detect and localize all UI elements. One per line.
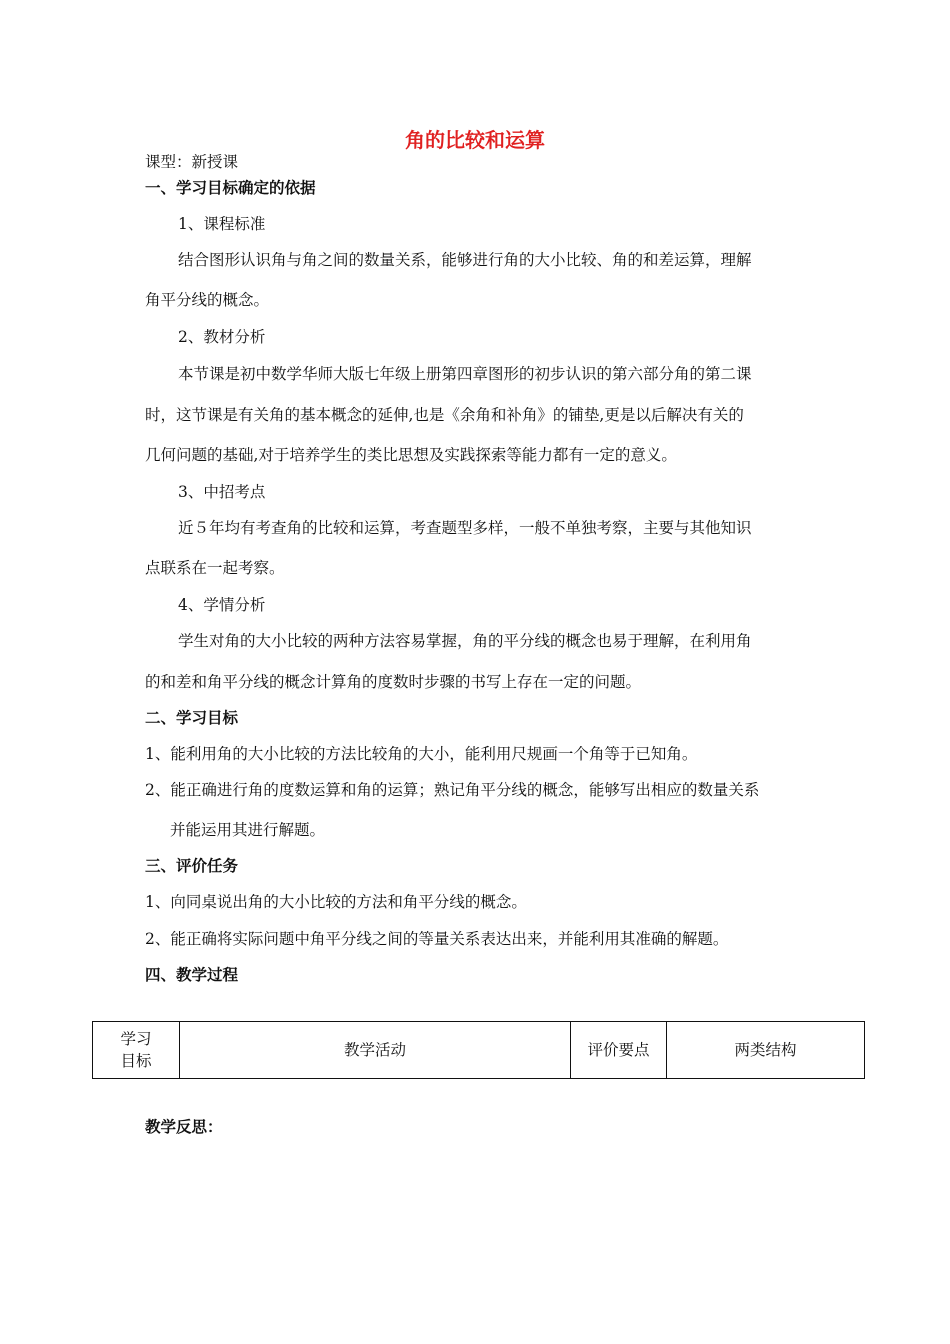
list-item: 2、能正确进行角的度数运算和角的运算；熟记角平分线的概念，能够写出相应的数量关系 bbox=[145, 781, 760, 799]
paragraph-line: 本节课是初中数学华师大版七年级上册第四章图形的初步认识的第六部分角的第二课 bbox=[178, 365, 752, 383]
section-heading-basis: 一、学习目标确定的依据 bbox=[145, 179, 316, 197]
list-item-continued: 并能运用其进行解题。 bbox=[170, 821, 326, 839]
sub-heading-students: 4、学情分析 bbox=[178, 596, 266, 614]
paragraph-line: 角平分线的概念。 bbox=[145, 291, 270, 309]
course-type: 课型：新授课 bbox=[145, 153, 239, 171]
paragraph-line: 的和差和角平分线的概念计算角的度数时步骤的书写上存在一定的问题。 bbox=[145, 673, 642, 691]
paragraph-line: 结合图形认识角与角之间的数量关系，能够进行角的大小比较、角的和差运算，理解 bbox=[178, 251, 752, 269]
paragraph-line: 近５年均有考查角的比较和运算，考查题型多样，一般不单独考察，主要与其他知识 bbox=[178, 519, 752, 537]
section-heading-process: 四、教学过程 bbox=[145, 966, 239, 984]
section-heading-goals: 二、学习目标 bbox=[145, 709, 239, 727]
list-item: 2、能正确将实际问题中角平分线之间的等量关系表达出来，并能利用其准确的解题。 bbox=[145, 930, 729, 948]
sub-heading-curriculum: 1、课程标准 bbox=[178, 215, 266, 233]
page-title: 角的比较和运算 bbox=[405, 128, 545, 152]
reflection-label: 教学反思： bbox=[145, 1118, 223, 1136]
table-header-structure: 两类结构 bbox=[667, 1022, 865, 1079]
paragraph-line: 学生对角的大小比较的两种方法容易掌握，角的平分线的概念也易于理解，在利用角 bbox=[178, 632, 752, 650]
list-item: 1、向同桌说出角的大小比较的方法和角平分线的概念。 bbox=[145, 893, 527, 911]
paragraph-line: 点联系在一起考察。 bbox=[145, 559, 285, 577]
table-header-activity: 教学活动 bbox=[180, 1022, 571, 1079]
lesson-table bbox=[92, 1021, 865, 1079]
list-item: 1、能利用角的大小比较的方法比较角的大小，能利用尺规画一个角等于已知角。 bbox=[145, 745, 698, 763]
paragraph-line: 几何问题的基础,对于培养学生的类比思想及实践探索等能力都有一定的意义。 bbox=[145, 446, 677, 464]
table-header-goal: 学习 目标 bbox=[93, 1022, 180, 1079]
table-header-evaluation: 评价要点 bbox=[571, 1022, 667, 1079]
section-heading-tasks: 三、评价任务 bbox=[145, 857, 239, 875]
sub-heading-textbook: 2、教材分析 bbox=[178, 328, 266, 346]
sub-heading-exam: 3、中招考点 bbox=[178, 483, 266, 501]
paragraph-line: 时，这节课是有关角的基本概念的延伸,也是《余角和补角》的铺垫,更是以后解决有关的 bbox=[145, 406, 744, 424]
